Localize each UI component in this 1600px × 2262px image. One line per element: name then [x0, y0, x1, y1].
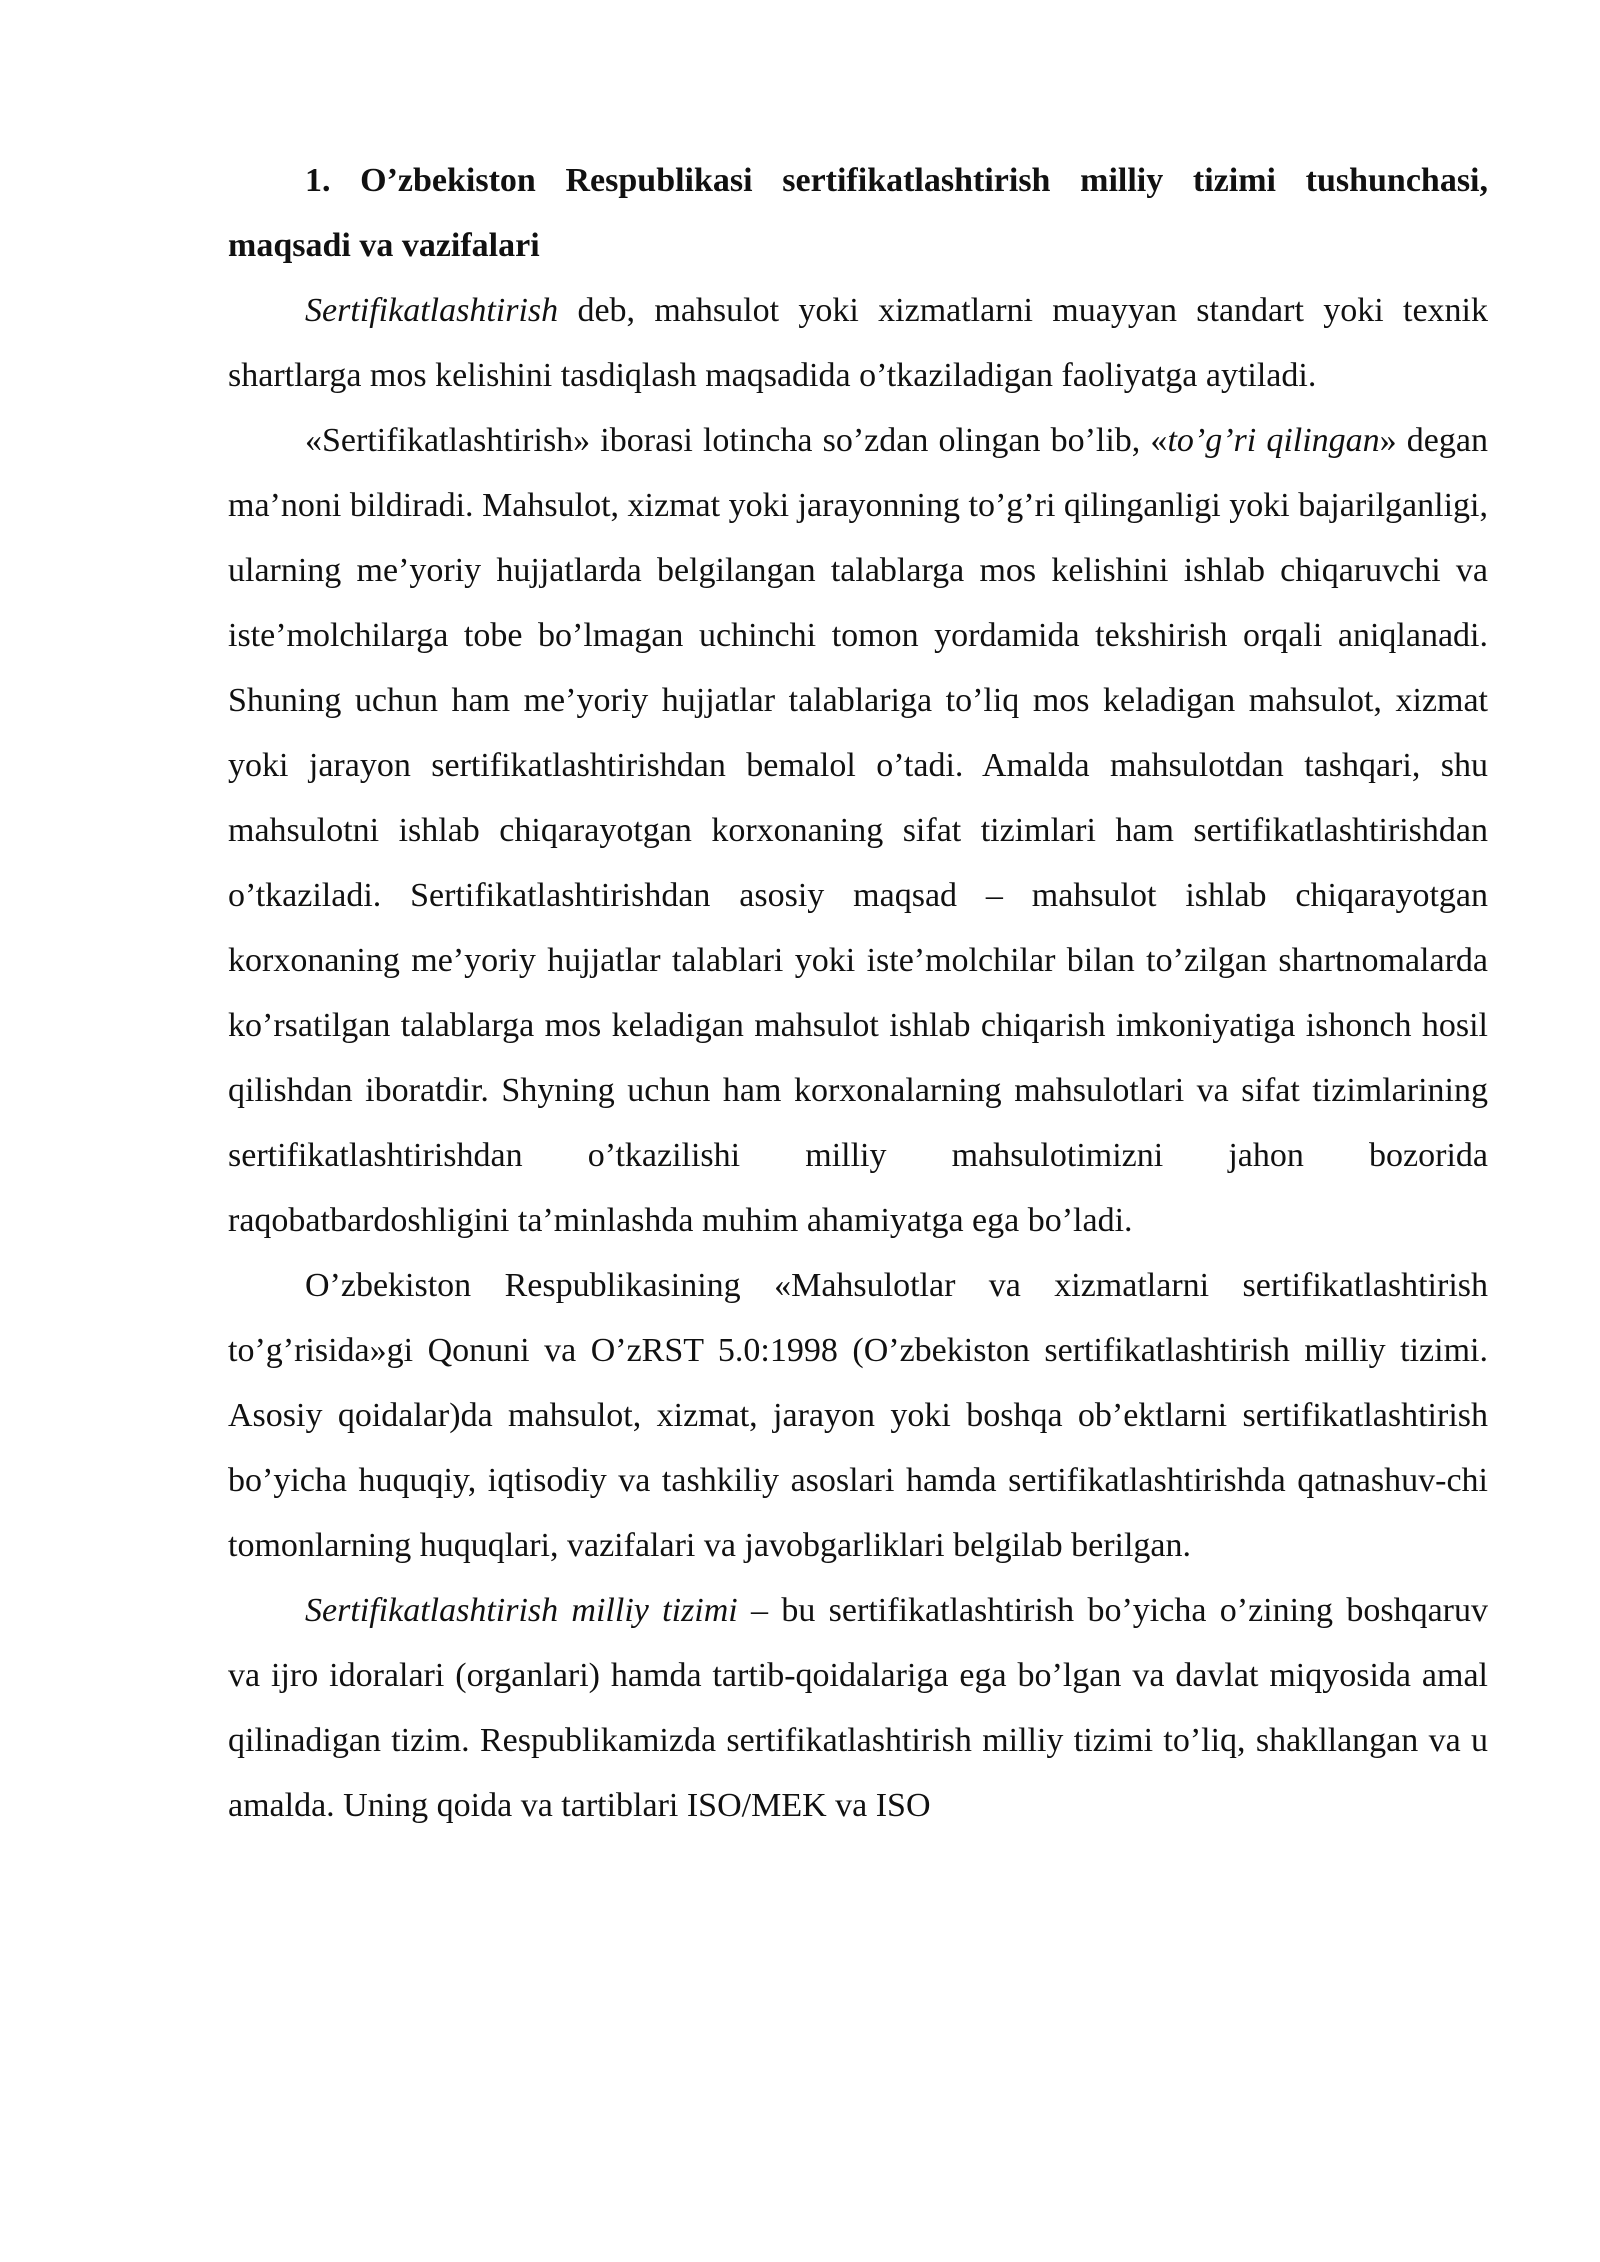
- paragraph-national-system: [228, 1578, 1488, 1838]
- document-page: [228, 148, 1488, 1838]
- paragraph-definition-text: deb, mahsulot yoki xizmatlarni muayyan standart yoki texnik shartlarga mos kelishini tasdiqlash maqsadida o’tkaziladigan faoliyatga aytiladi.: [228, 292, 1488, 394]
- term-togri-qilingan: to’g’ri qilingan: [1167, 422, 1380, 459]
- paragraph-legal-basis: O’zbekiston Respublikasining «Mahsulotlar va xizmatlarni sertifikatlashtirish to’g’risida»gi Qonuni va O’zRST 5.0:1998 (O’zbekiston sertifikatlashtirish milliy tizimi. Asosiy qoidalar)da mahsulot, xizmat, jarayon yoki boshqa ob’ektlarni sertifikatlashtirish bo’yicha huquqiy, iqtisodiy va tashkiliy asoslari hamda sertifikatlashtirishda qatnashuv-chi tomonlarning huquqlari, vazifalari va javobgarliklari belgilab berilgan.: [228, 1267, 1488, 1564]
- term-sertifikatlashtirish: Sertifikatlashtirish: [305, 292, 559, 329]
- paragraph-etymology: [228, 408, 1488, 1253]
- paragraph-etymology-text: » degan ma’noni bildiradi. Mahsulot, xizmat yoki jarayonning to’g’ri qilinganligi yoki bajarilganligi, ularning me’yoriy hujjatlarda belgilangan talablarga mos kelishini ishlab chiqaruvchi va iste’molchilarga tobe bo’lmagan uchinchi tomon yordamida tekshirish orqali aniqlanadi. Shuning uchun ham me’yoriy hujjatlar talablariga to’liq mos keladigan mahsulot, xizmat yoki jarayon sertifikatlashtirishdan bemalol o’tadi. Amalda mahsulotdan tashqari, shu mahsulotni ishlab chiqarayotgan korxonaning sifat tizimlari ham sertifikatlashtirishdan o’tkaziladi. Sertifikatlashtirishdan asosiy maqsad – mahsulot ishlab chiqarayotgan korxonaning me’yoriy hujjatlar talablari yoki iste’molchilar bilan to’zilgan shartnomalarda ko’rsatilgan talablarga mos keladigan mahsulot ishlab chiqarish imkoniyatiga ishonch hosil qilishdan iboratdir. Shyning uchun ham korxonalarning mahsulotlari va sifat tizimlarining sertifikatlashtirishdan o’tkazilishi milliy mahsulotimizni jahon bozorida raqobatbardoshligini ta’minlashda muhim ahamiyatga ega bo’ladi.: [228, 422, 1488, 1239]
- term-milliy-tizim: Sertifikatlashtirish milliy tizimi: [305, 1592, 738, 1629]
- section-heading: 1. O’zbekiston Respublikasi sertifikatlashtirish milliy tizimi tushunchasi, maqsadi va vazifalari: [228, 162, 1488, 264]
- paragraph-definition: [228, 278, 1488, 408]
- paragraph-etymology-lead: «Sertifikatlashtirish» iborasi lotincha so’zdan olingan bo’lib, «: [305, 422, 1168, 459]
- paragraph-national-system-text: – bu sertifikatlashtirish bo’yicha o’zining boshqaruv va ijro idoralari (organlari) hamda tartib-qoidalariga ega bo’lgan va davlat miqyosida amal qilinadigan tizim. Respublikamizda sertifikatlashtirish milliy tizimi to’liq, shakllangan va u amalda. Uning qoida va tartiblari ISO/MEK va ISO: [228, 1592, 1489, 1824]
